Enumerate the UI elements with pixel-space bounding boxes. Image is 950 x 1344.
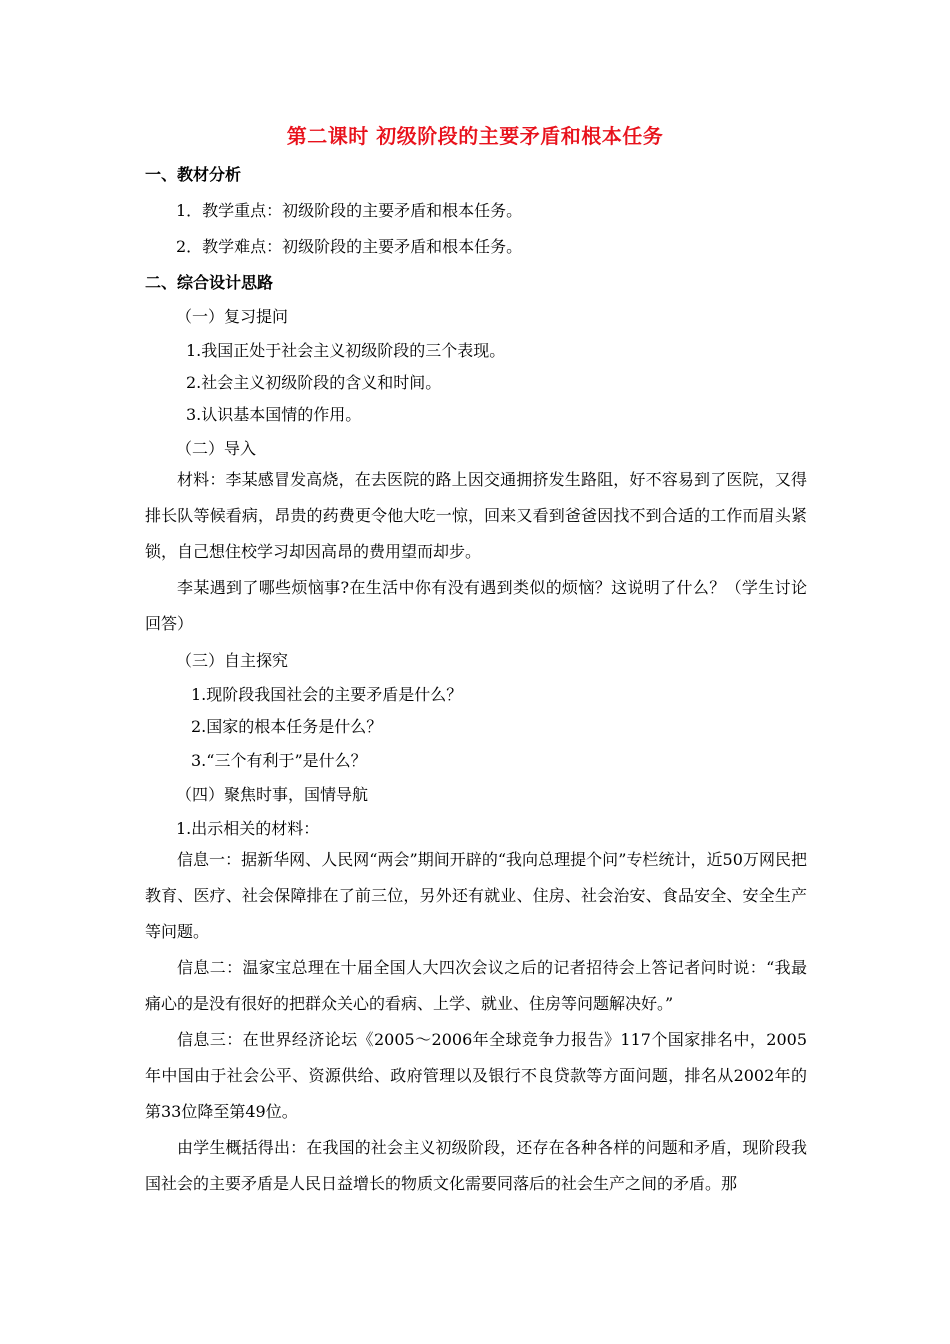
page-title: 第二课时 初级阶段的主要矛盾和根本任务: [286, 124, 664, 148]
paragraph: 信息二：温家宝总理在十届全国人大四次会议之后的记者招待会上答记者问时说：“我最痛心的是没有很好的把群众关心的看病、上学、就业、住房等问题解决好。”: [145, 958, 807, 1013]
subheading: （四）聚焦时事，国情导航: [176, 785, 369, 804]
list-item: 1．教学重点：初级阶段的主要矛盾和根本任务。: [176, 201, 523, 220]
list-item: 1.出示相关的材料：: [176, 819, 320, 838]
list-item: 2．教学难点：初级阶段的主要矛盾和根本任务。: [176, 237, 523, 256]
list-item: 2.社会主义初级阶段的含义和时间。: [186, 373, 442, 392]
subheading: （二）导入: [176, 439, 257, 458]
section-heading-2: 二、综合设计思路: [145, 273, 274, 292]
list-item: 2.国家的根本任务是什么？: [191, 717, 383, 736]
paragraph: 信息三：在世界经济论坛《2005～2006年全球竞争力报告》117个国家排名中，2005年中国由于社会公平、资源供给、政府管理以及银行不良贷款等方面问题，排名从2002年的第33位降至第49位。: [145, 1030, 807, 1121]
paragraph: 材料：李某感冒发高烧，在去医院的路上因交通拥挤发生路阻，好不容易到了医院，又得排长队等候看病，昂贵的药费更令他大吃一惊，回来又看到爸爸因找不到合适的工作而眉头紧锁，自己想住校学习却因高昂的费用望而却步。: [145, 470, 807, 561]
subheading: （三）自主探究: [176, 651, 289, 670]
paragraph: 李某遇到了哪些烦恼事?在生活中你有没有遇到类似的烦恼？这说明了什么？（学生讨论回答）: [145, 578, 807, 633]
list-item: 3.“三个有利于”是什么？: [191, 751, 367, 770]
list-item: 3.认识基本国情的作用。: [186, 405, 362, 424]
list-item: 1.我国正处于社会主义初级阶段的三个表现。: [186, 341, 506, 360]
paragraph: 信息一：据新华网、人民网“两会”期间开辟的“我向总理提个问”专栏统计，近50万网民把教育、医疗、社会保障排在了前三位，另外还有就业、住房、社会治安、食品安全、安全生产等问题。: [145, 850, 807, 941]
subheading: （一）复习提问: [176, 307, 289, 326]
paragraph: 由学生概括得出：在我国的社会主义初级阶段，还存在各种各样的问题和矛盾，现阶段我国社会的主要矛盾是人民日益增长的物质文化需要同落后的社会生产之间的矛盾。那: [145, 1138, 807, 1193]
list-item: 1.现阶段我国社会的主要矛盾是什么？: [191, 685, 463, 704]
section-heading-1: 一、教材分析: [145, 165, 242, 184]
